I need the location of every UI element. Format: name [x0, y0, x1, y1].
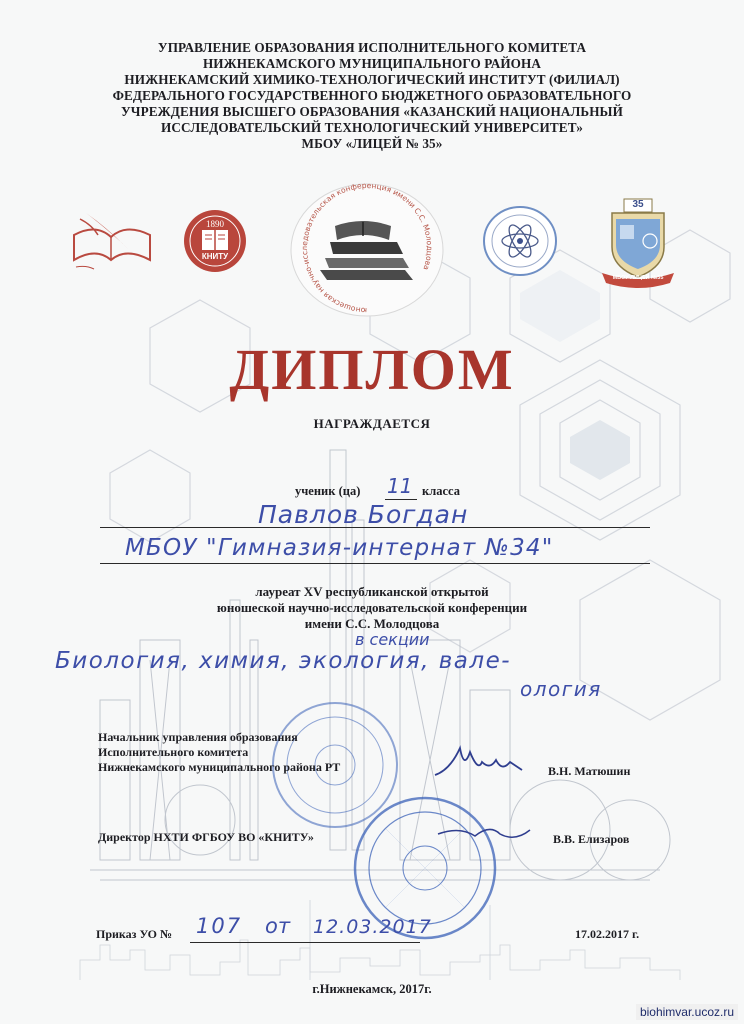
laureate-text — [0, 584, 744, 632]
signatory-title-line: Исполнительного комитета — [98, 745, 249, 759]
student-prefix: ученик (ца) — [295, 484, 361, 498]
laureate-line: имени С.С. Молодцова — [304, 616, 440, 631]
student-grade: 11 — [387, 474, 413, 498]
header-line: УПРАВЛЕНИЕ ОБРАЗОВАНИЯ ИСПОЛНИТЕЛЬНОГО КОМИТЕТА — [157, 40, 587, 55]
atom-logo — [480, 205, 560, 277]
kniitu-logo — [182, 208, 248, 274]
order-underline — [190, 942, 420, 943]
school-underline — [100, 563, 650, 564]
kniitu-year: 1890 — [206, 219, 224, 229]
section-line-1: Биология, химия, экология, вале- — [55, 648, 512, 674]
head-signatory-title — [98, 730, 340, 775]
order-number: 107 — [196, 914, 243, 938]
kniitu-name: КНИТУ — [201, 252, 229, 261]
signatory-title-line: Нижнекамского муниципального района РТ — [98, 760, 341, 774]
site-watermark: biohimvar.ucoz.ru — [636, 1004, 738, 1020]
diploma-title: ДИПЛОМ — [229, 337, 515, 402]
lyceum-shield-logo — [598, 195, 678, 290]
order-label: Приказ УО № — [96, 927, 173, 941]
header-line: УЧРЕЖДЕНИЯ ВЫСШЕГО ОБРАЗОВАНИЯ «КАЗАНСКИЙ НАЦИОНАЛЬНЫЙ — [121, 104, 623, 119]
order-date-handwritten: 12.03.2017 — [313, 916, 432, 938]
director-signature — [430, 812, 540, 852]
student-school: МБОУ "Гимназия-интернат №34" — [125, 535, 554, 561]
issuer-header — [40, 40, 704, 152]
order-date-printed: 17.02.2017 г. — [575, 927, 640, 941]
order-from-word: от — [265, 914, 291, 938]
head-signature — [430, 740, 540, 785]
header-line: МБОУ «ЛИЦЕЙ № 35» — [301, 136, 443, 151]
director-name: В.В. Елизаров — [553, 832, 630, 846]
place-year: г.Нижнекамск, 2017г. — [312, 982, 432, 996]
header-line: НИЖНЕКАМСКИЙ ХИМИКО-ТЕХНОЛОГИЧЕСКИЙ ИНСТИТУТ (ФИЛИАЛ) — [124, 72, 620, 87]
header-line: НИЖНЕКАМСКОГО МУНИЦИПАЛЬНОГО РАЙОНА — [202, 56, 542, 71]
awarded-label: НАГРАЖДАЕТСЯ — [313, 416, 431, 431]
header-line: ФЕДЕРАЛЬНОГО ГОСУДАРСТВЕННОГО БЮДЖЕТНОГО ОБРАЗОВАТЕЛЬНОГО — [112, 88, 632, 103]
conference-emblem — [285, 180, 450, 320]
section-line-2: ология — [520, 677, 602, 701]
lyceum-number: 35 — [632, 199, 644, 210]
student-class-suffix: класса — [422, 484, 460, 498]
header-line: ИССЛЕДОВАТЕЛЬСКИЙ ТЕХНОЛОГИЧЕСКИЙ УНИВЕРСИТЕТ» — [161, 120, 583, 135]
conference-ring-text: юношеская научно-исследовательская конференция имени С.С. Молодцова — [300, 180, 435, 316]
lyceum-ribbon: МБОУ ЛИЦЕЙ №35 — [612, 275, 664, 281]
laureate-line: лауреат XV республиканской открытой — [255, 584, 489, 599]
signatory-title-line: Начальник управления образования — [98, 730, 298, 744]
laureate-line: юношеской научно-исследовательской конференции — [216, 600, 528, 615]
director-title: Директор НХТИ ФГБОУ ВО «КНИТУ» — [98, 830, 314, 844]
section-label: в секции — [355, 630, 430, 649]
quill-book-logo — [66, 205, 156, 275]
head-name: В.Н. Матюшин — [548, 764, 631, 778]
student-name: Павлов Богдан — [258, 500, 469, 529]
